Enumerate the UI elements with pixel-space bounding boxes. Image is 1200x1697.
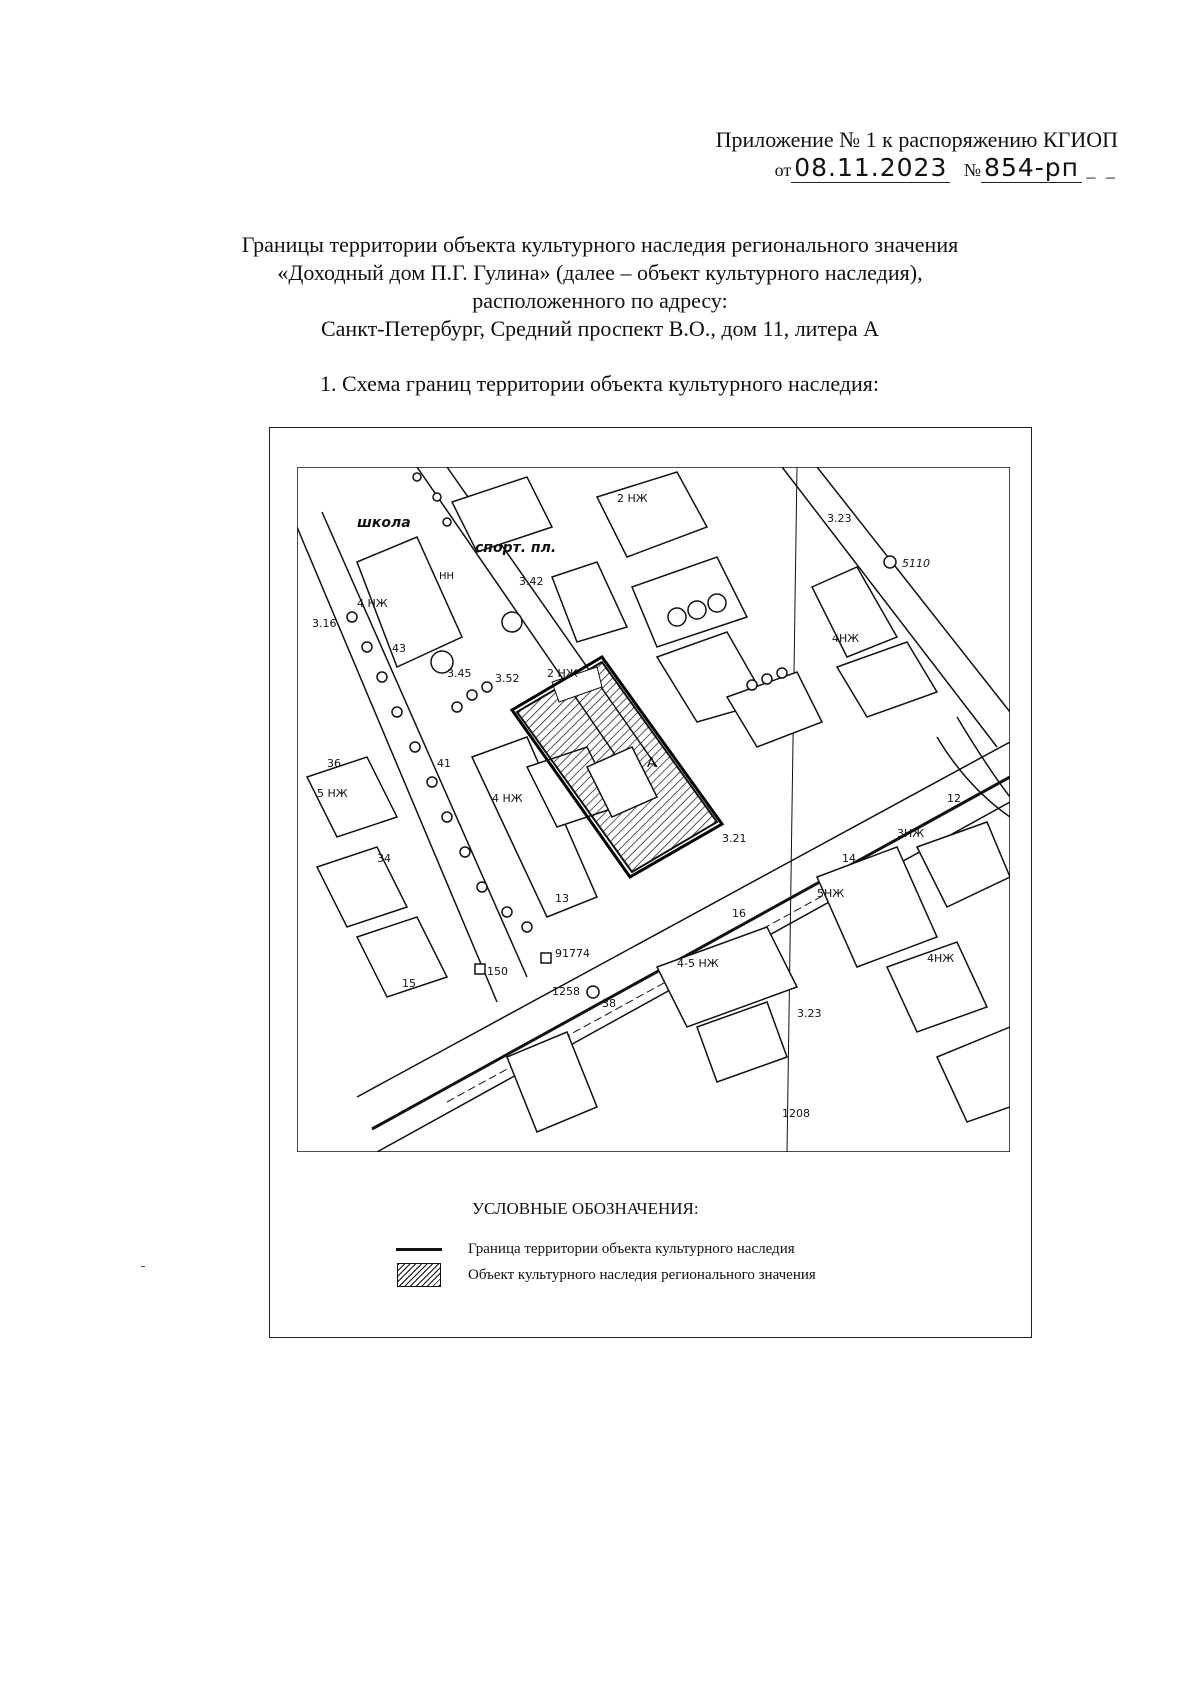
legend-item-heritage — [396, 1263, 816, 1287]
label-h323b: 3.23 — [797, 1007, 822, 1020]
number-label: № — [963, 160, 982, 180]
appendix-header — [716, 126, 1118, 184]
label-45nzh: 4-5 НЖ — [677, 957, 719, 970]
label-h342: 3.42 — [519, 575, 544, 588]
label-sport: спорт. пл. — [475, 540, 557, 556]
trailing-dashes: _ _ — [1086, 160, 1118, 180]
label-5nzh-b: 5НЖ — [817, 887, 845, 900]
hatch-symbol — [396, 1263, 442, 1287]
label-h316: 3.16 — [312, 617, 337, 630]
boundary-line-symbol — [396, 1237, 442, 1261]
label-h323a: 3.23 — [827, 512, 852, 525]
label-n13: 13 — [555, 892, 569, 905]
label-bm1258: 1258 — [552, 985, 580, 998]
label-a: А — [647, 756, 656, 771]
document-title — [0, 231, 1200, 343]
label-4nzh-c: 4НЖ — [832, 632, 860, 645]
scan-mark — [141, 1266, 145, 1267]
label-nn: НН — [439, 571, 455, 582]
label-n36: 36 — [327, 757, 341, 770]
label-n38: 38 — [602, 997, 616, 1010]
label-5nzh-a: 5 НЖ — [317, 787, 348, 800]
legend-item-boundary — [396, 1237, 795, 1261]
label-4nzh-b: 4 НЖ — [492, 792, 523, 805]
label-h345: 3.45 — [447, 667, 472, 680]
label-2nzh-a: 2 НЖ — [617, 492, 648, 505]
label-school: школа — [357, 515, 411, 531]
label-h321: 3.21 — [722, 832, 747, 845]
label-n43: 43 — [392, 642, 406, 655]
title-line-2: «Доходный дом П.Г. Гулина» (далее – объект культурного наследия), — [277, 260, 923, 285]
order-date: 08.11.2023 — [791, 153, 950, 183]
label-n16: 16 — [732, 907, 746, 920]
boundary-map — [297, 467, 1010, 1152]
label-2nzh-b: 2 НЖ — [547, 667, 578, 680]
label-bm1208: 1208 — [782, 1107, 810, 1120]
label-bm5110: 5110 — [902, 557, 930, 570]
label-n14: 14 — [842, 852, 856, 865]
legend-label-boundary: Граница территории объекта культурного наследия — [468, 1240, 795, 1257]
title-line-1: Границы территории объекта культурного наследия регионального значения — [241, 232, 959, 257]
label-bm91774: 91774 — [555, 947, 590, 960]
label-n34: 34 — [377, 852, 391, 865]
label-4nzh-d: 4НЖ — [927, 952, 955, 965]
legend-title: УСЛОВНЫЕ ОБОЗНАЧЕНИЯ: — [472, 1199, 699, 1218]
section-heading: 1. Схема границ территории объекта культурного наследия: — [320, 371, 880, 396]
from-label: от — [774, 160, 792, 180]
title-line-3: расположенного по адресу: — [472, 288, 728, 313]
label-n41: 41 — [437, 757, 451, 770]
appendix-line: Приложение № 1 к распоряжению КГИОП — [715, 127, 1118, 152]
label-n12: 12 — [947, 792, 961, 805]
legend-label-heritage: Объект культурного наследия регионального значения — [468, 1266, 816, 1283]
label-4nzh-a: 4 НЖ — [357, 597, 388, 610]
order-number: 854-рп — [981, 153, 1082, 183]
order-line — [716, 154, 1118, 184]
label-n15: 15 — [402, 977, 416, 990]
label-3nzh: 3НЖ — [897, 827, 925, 840]
title-line-4: Санкт-Петербург, Средний проспект В.О., дом 11, литера А — [320, 316, 879, 341]
label-h352: 3.52 — [495, 672, 520, 685]
label-bm150: 150 — [487, 965, 508, 978]
